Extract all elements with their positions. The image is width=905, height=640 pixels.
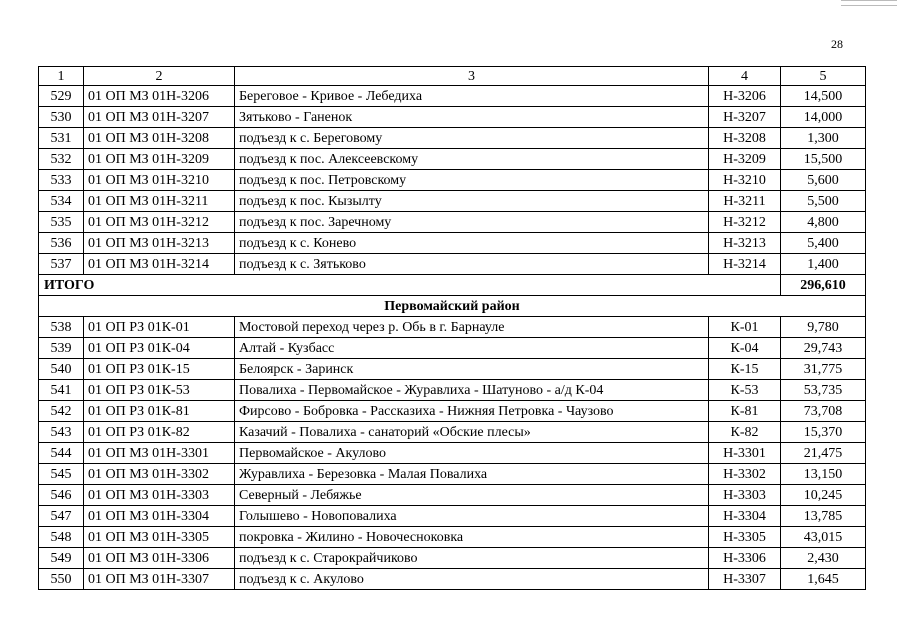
column-header: 4 [709, 67, 781, 86]
road-name: покровка - Жилино - Новочесноковка [235, 527, 709, 548]
road-code: 01 ОП МЗ 01Н-3212 [84, 212, 235, 233]
row-number: 548 [39, 527, 84, 548]
total-row [39, 275, 866, 296]
road-code: 01 ОП РЗ 01К-81 [84, 401, 235, 422]
road-length: 5,500 [781, 191, 866, 212]
road-index: Н-3210 [709, 170, 781, 191]
road-code: 01 ОП РЗ 01К-01 [84, 317, 235, 338]
row-number: 539 [39, 338, 84, 359]
row-number: 547 [39, 506, 84, 527]
road-name: подъезд к пос. Заречному [235, 212, 709, 233]
table-row [39, 338, 866, 359]
row-number: 550 [39, 569, 84, 590]
road-name: Белоярск - Заринск [235, 359, 709, 380]
road-index: Н-3213 [709, 233, 781, 254]
row-number: 529 [39, 86, 84, 107]
road-code: 01 ОП МЗ 01Н-3302 [84, 464, 235, 485]
road-name: подъезд к пос. Алексеевскому [235, 149, 709, 170]
roads-table [38, 66, 866, 590]
road-code: 01 ОП МЗ 01Н-3208 [84, 128, 235, 149]
table-row [39, 401, 866, 422]
road-length: 1,300 [781, 128, 866, 149]
row-number: 544 [39, 443, 84, 464]
road-length: 29,743 [781, 338, 866, 359]
road-name: Повалиха - Первомайское - Журавлиха - Шатуново - а/д К-04 [235, 380, 709, 401]
table-row [39, 128, 866, 149]
column-header: 3 [235, 67, 709, 86]
page-number: 28 [831, 37, 843, 51]
row-number: 549 [39, 548, 84, 569]
table-row [39, 86, 866, 107]
corner-mark [841, 0, 897, 6]
road-length: 1,645 [781, 569, 866, 590]
road-index: Н-3206 [709, 86, 781, 107]
row-number: 540 [39, 359, 84, 380]
total-label: ИТОГО [39, 275, 781, 296]
road-length: 10,245 [781, 485, 866, 506]
road-length: 53,735 [781, 380, 866, 401]
row-number: 535 [39, 212, 84, 233]
road-code: 01 ОП МЗ 01Н-3206 [84, 86, 235, 107]
road-index: К-15 [709, 359, 781, 380]
road-name: Фирсово - Бобровка - Рассказиха - Нижняя Петровка - Чаузово [235, 401, 709, 422]
road-name: Первомайское - Акулово [235, 443, 709, 464]
road-length: 2,430 [781, 548, 866, 569]
row-number: 534 [39, 191, 84, 212]
road-index: Н-3209 [709, 149, 781, 170]
row-number: 531 [39, 128, 84, 149]
road-name: Зятьково - Ганенок [235, 107, 709, 128]
road-length: 14,000 [781, 107, 866, 128]
road-name: Журавлиха - Березовка - Малая Повалиха [235, 464, 709, 485]
road-name: подъезд к с. Акулово [235, 569, 709, 590]
road-length: 31,775 [781, 359, 866, 380]
road-name: Алтай - Кузбасс [235, 338, 709, 359]
road-name: подъезд к пос. Кызылту [235, 191, 709, 212]
table-row [39, 380, 866, 401]
road-index: К-53 [709, 380, 781, 401]
road-index: Н-3307 [709, 569, 781, 590]
table-row [39, 422, 866, 443]
road-code: 01 ОП МЗ 01Н-3306 [84, 548, 235, 569]
table-row [39, 443, 866, 464]
road-index: Н-3305 [709, 527, 781, 548]
road-name: подъезд к с. Береговому [235, 128, 709, 149]
road-name: подъезд к с. Старокрайчиково [235, 548, 709, 569]
road-code: 01 ОП МЗ 01Н-3213 [84, 233, 235, 254]
table-row [39, 107, 866, 128]
row-number: 543 [39, 422, 84, 443]
row-number: 536 [39, 233, 84, 254]
row-number: 546 [39, 485, 84, 506]
road-index: Н-3208 [709, 128, 781, 149]
table-row [39, 527, 866, 548]
road-index: К-81 [709, 401, 781, 422]
row-number: 538 [39, 317, 84, 338]
road-code: 01 ОП РЗ 01К-04 [84, 338, 235, 359]
row-number: 542 [39, 401, 84, 422]
road-length: 13,785 [781, 506, 866, 527]
column-header: 2 [84, 67, 235, 86]
row-number: 532 [39, 149, 84, 170]
road-index: К-82 [709, 422, 781, 443]
road-code: 01 ОП МЗ 01Н-3303 [84, 485, 235, 506]
table-row [39, 506, 866, 527]
column-header: 1 [39, 67, 84, 86]
road-length: 15,370 [781, 422, 866, 443]
table-row [39, 191, 866, 212]
road-length: 21,475 [781, 443, 866, 464]
road-name: подъезд к пос. Петровскому [235, 170, 709, 191]
row-number: 533 [39, 170, 84, 191]
road-code: 01 ОП МЗ 01Н-3304 [84, 506, 235, 527]
road-name: Мостовой переход через р. Обь в г. Барнауле [235, 317, 709, 338]
row-number: 530 [39, 107, 84, 128]
road-index: Н-3211 [709, 191, 781, 212]
road-length: 14,500 [781, 86, 866, 107]
road-code: 01 ОП МЗ 01Н-3210 [84, 170, 235, 191]
road-code: 01 ОП МЗ 01Н-3211 [84, 191, 235, 212]
road-index: Н-3303 [709, 485, 781, 506]
road-index: Н-3301 [709, 443, 781, 464]
table-row [39, 149, 866, 170]
road-length: 9,780 [781, 317, 866, 338]
road-length: 13,150 [781, 464, 866, 485]
road-name: Береговое - Кривое - Лебедиха [235, 86, 709, 107]
road-index: К-01 [709, 317, 781, 338]
road-code: 01 ОП РЗ 01К-53 [84, 380, 235, 401]
road-index: Н-3214 [709, 254, 781, 275]
district-title: Первомайский район [39, 296, 866, 317]
road-index: Н-3304 [709, 506, 781, 527]
road-length: 1,400 [781, 254, 866, 275]
road-name: Северный - Лебяжье [235, 485, 709, 506]
road-code: 01 ОП МЗ 01Н-3214 [84, 254, 235, 275]
road-index: Н-3302 [709, 464, 781, 485]
road-index: Н-3207 [709, 107, 781, 128]
road-length: 5,400 [781, 233, 866, 254]
road-code: 01 ОП РЗ 01К-82 [84, 422, 235, 443]
table-row [39, 170, 866, 191]
road-length: 4,800 [781, 212, 866, 233]
table-row [39, 233, 866, 254]
table-row [39, 359, 866, 380]
row-number: 541 [39, 380, 84, 401]
table-row [39, 317, 866, 338]
table-row [39, 254, 866, 275]
road-name: подъезд к с. Конево [235, 233, 709, 254]
road-name: подъезд к с. Зятьково [235, 254, 709, 275]
table-row [39, 485, 866, 506]
road-code: 01 ОП МЗ 01Н-3207 [84, 107, 235, 128]
road-code: 01 ОП РЗ 01К-15 [84, 359, 235, 380]
road-index: Н-3212 [709, 212, 781, 233]
road-code: 01 ОП МЗ 01Н-3301 [84, 443, 235, 464]
road-code: 01 ОП МЗ 01Н-3209 [84, 149, 235, 170]
table-row [39, 212, 866, 233]
row-number: 537 [39, 254, 84, 275]
road-length: 73,708 [781, 401, 866, 422]
road-code: 01 ОП МЗ 01Н-3305 [84, 527, 235, 548]
row-number: 545 [39, 464, 84, 485]
table-row [39, 464, 866, 485]
road-index: К-04 [709, 338, 781, 359]
road-code: 01 ОП МЗ 01Н-3307 [84, 569, 235, 590]
road-name: Голышево - Новоповалиха [235, 506, 709, 527]
column-header-row [39, 67, 866, 86]
total-value: 296,610 [781, 275, 866, 296]
road-length: 5,600 [781, 170, 866, 191]
road-name: Казачий - Повалиха - санаторий «Обские плесы» [235, 422, 709, 443]
road-length: 15,500 [781, 149, 866, 170]
road-index: Н-3306 [709, 548, 781, 569]
district-row [39, 296, 866, 317]
table-row [39, 569, 866, 590]
road-length: 43,015 [781, 527, 866, 548]
table-row [39, 548, 866, 569]
column-header: 5 [781, 67, 866, 86]
